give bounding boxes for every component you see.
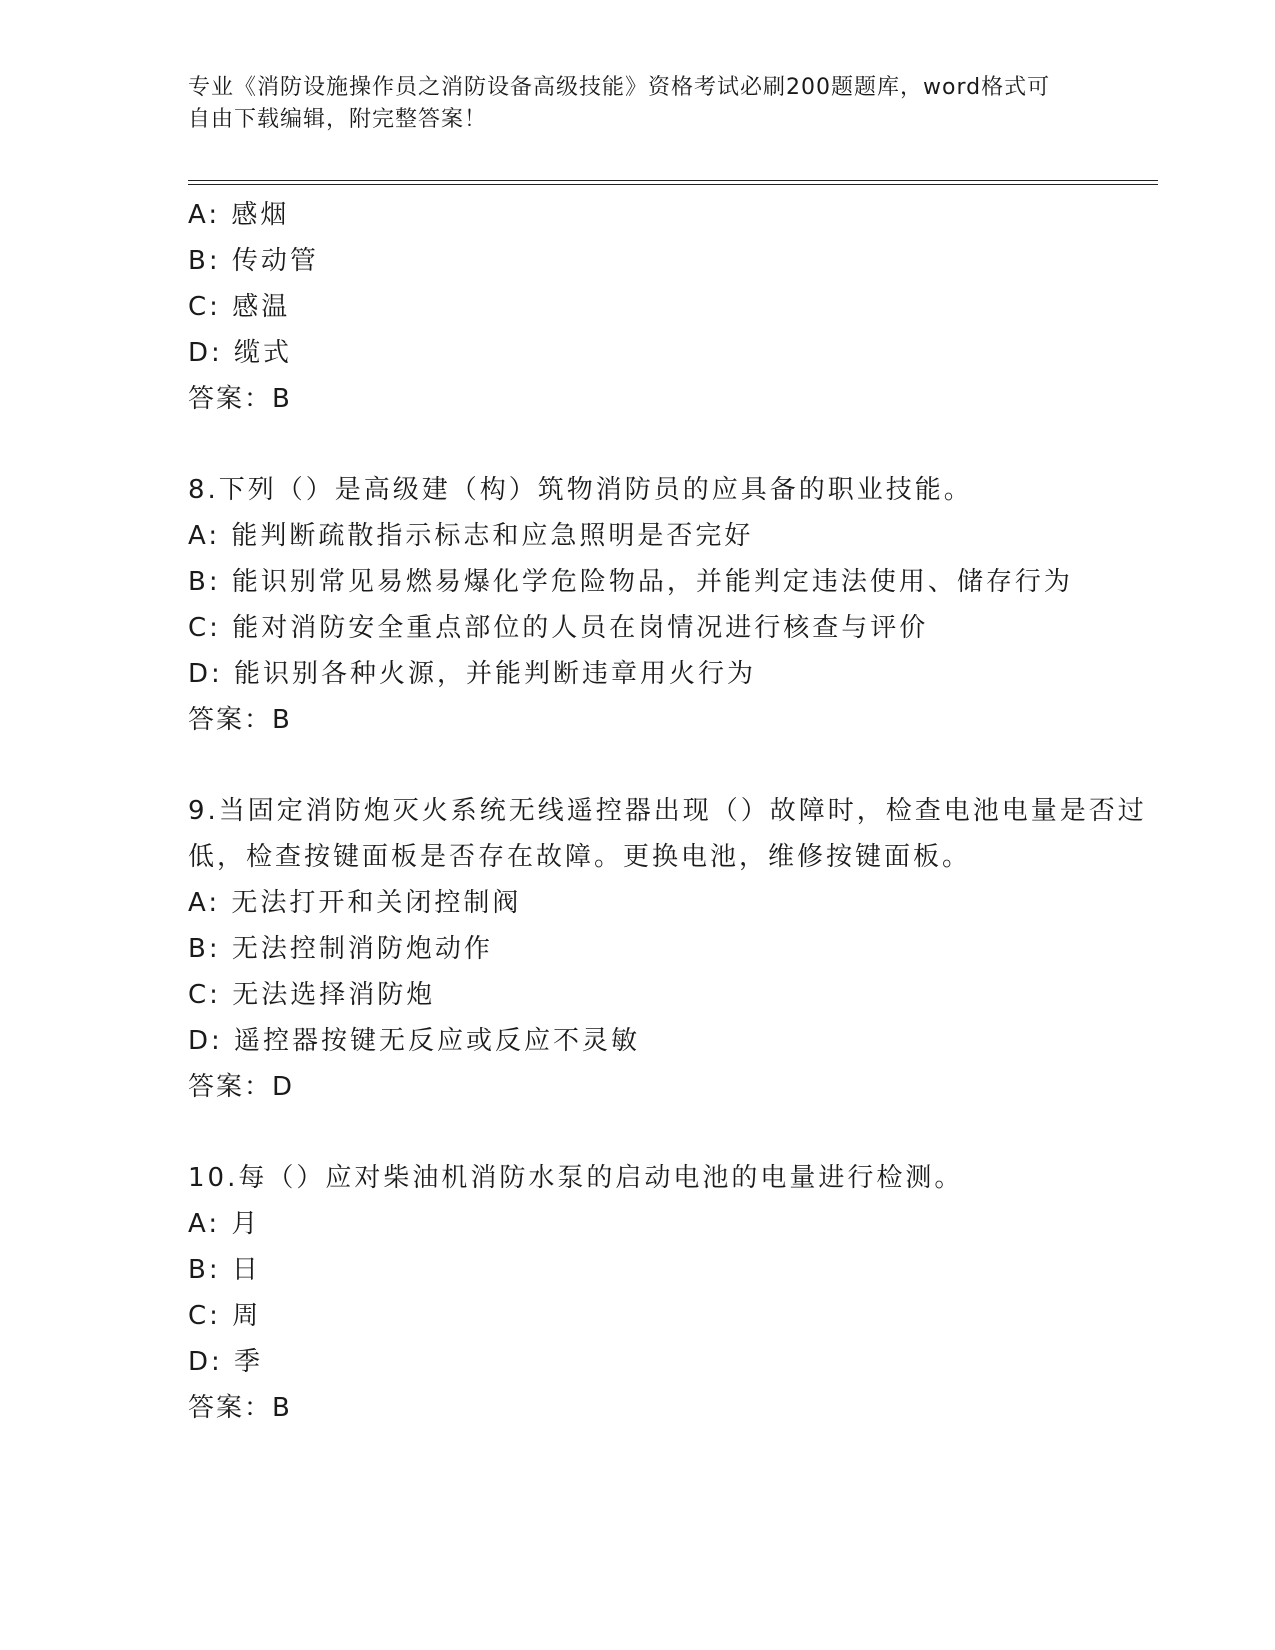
option-label: C: bbox=[188, 292, 221, 322]
option-text: 无法选择消防炮 bbox=[232, 980, 436, 1010]
header-divider-bottom bbox=[188, 184, 1158, 185]
answer-line: 答案：D bbox=[188, 1072, 295, 1102]
question-block-8 bbox=[188, 467, 1148, 743]
option-text: 月 bbox=[231, 1209, 261, 1239]
option-d bbox=[188, 1339, 1148, 1385]
option-label: A: bbox=[188, 1209, 221, 1239]
option-text: 能识别各种火源，并能判断违章用火行为 bbox=[234, 659, 757, 689]
option-text: 遥控器按键无反应或反应不灵敏 bbox=[234, 1026, 641, 1056]
option-label: D: bbox=[188, 659, 223, 689]
option-label: D: bbox=[188, 1347, 223, 1377]
option-d bbox=[188, 1018, 1148, 1064]
option-label: A: bbox=[188, 200, 221, 230]
question-stem: 9.当固定消防炮灭火系统无线遥控器出现（）故障时，检查电池电量是否过低，检查按键面板是否存在故障。更换电池，维修按键面板。 bbox=[188, 796, 1147, 872]
option-text: 季 bbox=[234, 1347, 264, 1377]
question-list bbox=[188, 192, 1148, 1431]
option-a bbox=[188, 513, 1148, 559]
option-label: B: bbox=[188, 246, 221, 276]
option-text: 感烟 bbox=[231, 200, 290, 230]
option-b bbox=[188, 1247, 1148, 1293]
option-label: C: bbox=[188, 980, 221, 1010]
option-label: B: bbox=[188, 567, 221, 597]
option-text: 缆式 bbox=[234, 338, 293, 368]
option-a bbox=[188, 192, 1148, 238]
option-text: 能识别常见易燃易爆化学危险物品，并能判定违法使用、储存行为 bbox=[231, 567, 1073, 597]
header-divider-top bbox=[188, 180, 1158, 181]
answer-line: 答案：B bbox=[188, 705, 292, 735]
document-header: 专业《消防设施操作员之消防设备高级技能》资格考试必刷200题题库，word格式可自由下载编辑，附完整答案！ bbox=[188, 75, 1051, 132]
question-block-10 bbox=[188, 1155, 1148, 1431]
option-label: D: bbox=[188, 1026, 223, 1056]
option-text: 能判断疏散指示标志和应急照明是否完好 bbox=[231, 521, 754, 551]
option-a bbox=[188, 880, 1148, 926]
option-d bbox=[188, 330, 1148, 376]
option-text: 无法打开和关闭控制阀 bbox=[231, 888, 522, 918]
option-label: A: bbox=[188, 888, 221, 918]
option-d bbox=[188, 651, 1148, 697]
spacer bbox=[188, 1110, 1148, 1155]
option-label: D: bbox=[188, 338, 223, 368]
question-block-9 bbox=[188, 788, 1148, 1110]
option-text: 无法控制消防炮动作 bbox=[231, 934, 493, 964]
option-c bbox=[188, 605, 1148, 651]
spacer bbox=[188, 743, 1148, 788]
option-b bbox=[188, 559, 1148, 605]
option-c bbox=[188, 1293, 1148, 1339]
option-text: 感温 bbox=[232, 292, 291, 322]
option-b bbox=[188, 238, 1148, 284]
option-c bbox=[188, 972, 1148, 1018]
answer-line: 答案：B bbox=[188, 384, 292, 414]
option-text: 日 bbox=[231, 1255, 261, 1285]
question-block-7 bbox=[188, 192, 1148, 422]
option-label: C: bbox=[188, 1301, 221, 1331]
option-text: 传动管 bbox=[231, 246, 319, 276]
option-label: B: bbox=[188, 934, 221, 964]
option-text: 能对消防安全重点部位的人员在岗情况进行核查与评价 bbox=[232, 613, 929, 643]
spacer bbox=[188, 422, 1148, 467]
question-stem: 10.每（）应对柴油机消防水泵的启动电池的电量进行检测。 bbox=[188, 1163, 964, 1193]
question-stem: 8.下列（）是高级建（构）筑物消防员的应具备的职业技能。 bbox=[188, 475, 973, 505]
option-text: 周 bbox=[232, 1301, 262, 1331]
option-label: B: bbox=[188, 1255, 221, 1285]
option-a bbox=[188, 1201, 1148, 1247]
option-c bbox=[188, 284, 1148, 330]
answer-line: 答案：B bbox=[188, 1393, 292, 1423]
option-label: A: bbox=[188, 521, 221, 551]
option-b bbox=[188, 926, 1148, 972]
option-label: C: bbox=[188, 613, 221, 643]
